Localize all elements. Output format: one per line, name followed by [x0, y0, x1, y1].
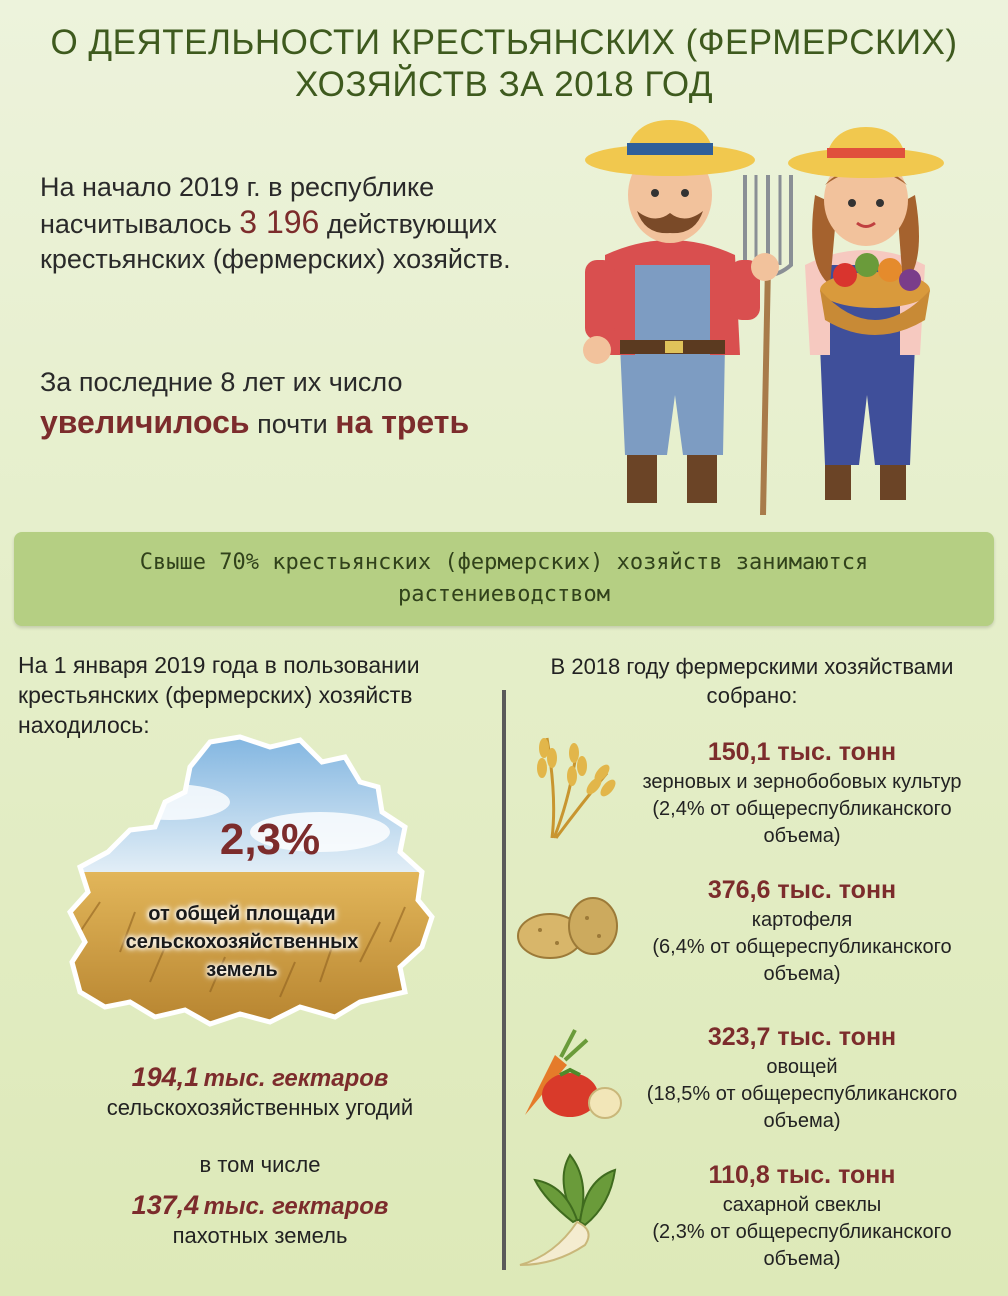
arable-land-unit: тыс. гектаров: [203, 1193, 389, 1220]
arable-land-description: пахотных земель: [172, 1223, 348, 1248]
potato-icon: [515, 888, 620, 968]
harvest-value: 323,7 тыс. тонн: [707, 1023, 897, 1051]
including-label: в том числе: [199, 1152, 321, 1177]
belarus-map-illustration: [60, 732, 445, 1032]
land-heading: На 1 января 2019 года в пользовании крестьянских (фермерских) хозяйств находилось:: [18, 652, 420, 738]
title-line-1: О ДЕЯТЕЛЬНОСТИ КРЕСТЬЯНСКИХ (ФЕРМЕРСКИХ): [50, 23, 958, 62]
intro-text: [40, 170, 600, 277]
harvest-heading: В 2018 году фермерскими хозяйствами собрано:: [550, 654, 954, 708]
harvest-share: (18,5% от общереспубликанского объема): [646, 1083, 958, 1132]
title-line-2: ХОЗЯЙСТВ ЗА 2018 ГОД: [294, 65, 714, 104]
total-land-value: 194,1: [131, 1062, 200, 1092]
wheat-icon: [522, 718, 617, 843]
growth-text: [40, 362, 600, 444]
harvest-item-grain: [612, 735, 992, 850]
harvest-crop: овощей: [766, 1056, 838, 1078]
vegetables-icon: [515, 1025, 625, 1125]
harvest-item-potato: [612, 873, 992, 988]
page-title: [0, 22, 1008, 106]
male-farmer-figure: [583, 120, 791, 515]
intro-part-1: На начало 2019 г. в республике насчитывалось: [40, 172, 435, 239]
harvest-value: 150,1 тыс. тонн: [707, 738, 897, 766]
total-land-description: сельскохозяйственных угодий: [106, 1095, 414, 1120]
harvest-crop: сахарной свеклы: [722, 1194, 882, 1216]
total-land-stat: [20, 1062, 500, 1123]
harvest-item-vegetables: [612, 1020, 992, 1135]
land-share-description: от общей площади сельскохозяйственных земель: [125, 903, 359, 981]
harvest-share: (6,4% от общереспубликанского объема): [652, 936, 952, 985]
growth-amount: на треть: [335, 404, 470, 440]
female-farmer-figure: [788, 127, 944, 500]
harvest-share: (2,3% от общереспубликанского объема): [652, 1221, 952, 1270]
crop-production-banner: [14, 532, 994, 626]
sugar-beet-icon: [515, 1150, 625, 1270]
harvest-crop: зерновых и зернобобовых культур: [642, 771, 962, 793]
harvest-crop: картофеля: [751, 909, 853, 931]
growth-part-1: За последние 8 лет их число: [40, 367, 403, 397]
arable-land-stat: [20, 1190, 500, 1251]
harvest-share: (2,4% от общереспубликанского объема): [652, 798, 952, 847]
harvest-value: 110,8 тыс. тонн: [708, 1161, 896, 1189]
harvest-item-sugar-beet: [612, 1158, 992, 1273]
harvest-value: 376,6 тыс. тонн: [707, 876, 897, 904]
arable-land-value: 137,4: [131, 1190, 200, 1220]
intro-part-2: действующих крестьянских (фермерских) хозяйств.: [40, 209, 511, 274]
farm-count: 3 196: [239, 204, 320, 240]
growth-word: увеличилось: [40, 404, 250, 440]
column-divider: [502, 690, 506, 1270]
total-land-unit: тыс. гектаров: [203, 1065, 389, 1092]
land-share-percent: 2,3%: [219, 815, 321, 864]
farmers-illustration: [575, 115, 995, 515]
growth-part-2: почти: [257, 409, 328, 439]
banner-text: Свыше 70% крестьянских (фермерских) хозяйств занимаются растениеводством: [139, 550, 869, 607]
